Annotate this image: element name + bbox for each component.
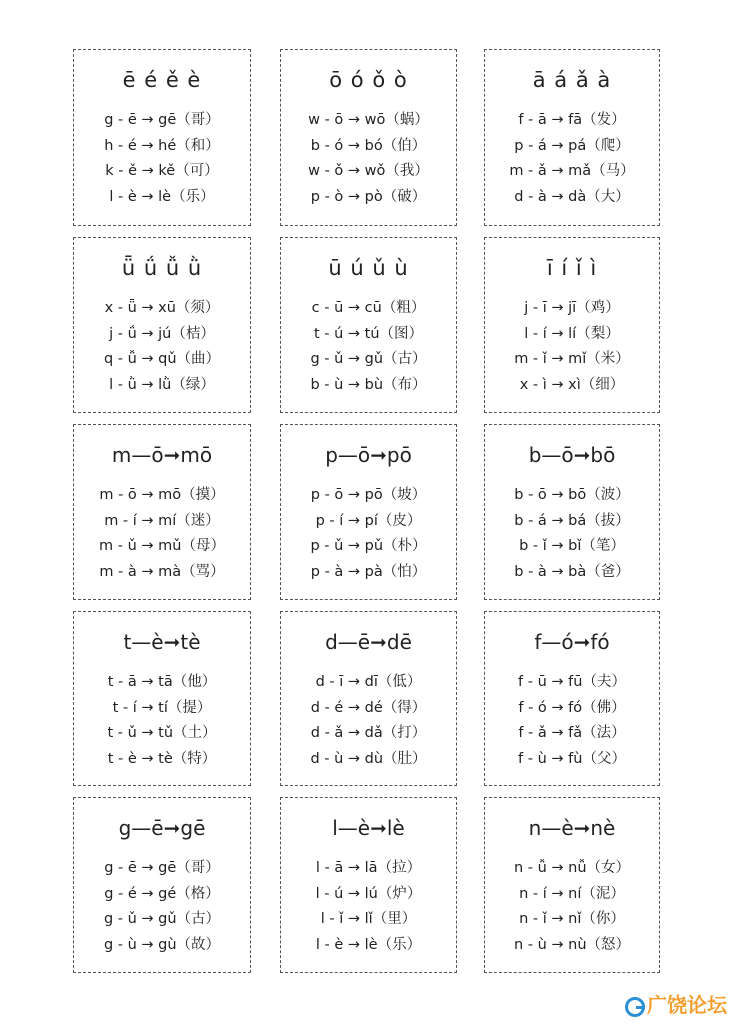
syllable-line: t - è → tè（特）	[107, 750, 217, 767]
card-lines	[485, 108, 659, 210]
syllable-line: b - ù → bù（布）	[310, 376, 427, 393]
syllable-line: f - ó → fó（佛）	[518, 699, 626, 716]
pinyin-card	[280, 611, 457, 786]
syllable-line: b - à → bà（爸）	[514, 563, 630, 580]
syllable-line: j - ǘ → jú（桔）	[109, 325, 215, 342]
card-title: m—ō➞mō	[111, 443, 213, 467]
pinyin-card	[280, 424, 457, 600]
card-title: d—ē➞dē	[325, 630, 412, 654]
card-lines	[485, 670, 659, 772]
syllable-line: t - ā → tā（他）	[107, 674, 217, 690]
syllable-line: g - ǔ → gǔ（古）	[310, 351, 427, 367]
syllable-line: g - ē → gē（哥）	[104, 860, 220, 876]
syllable-line: g - ē → gē（哥）	[104, 112, 220, 128]
card-lines	[74, 296, 250, 398]
syllable-line: t - ǔ → tǔ（土）	[107, 725, 217, 741]
card-lines	[74, 856, 250, 958]
card-title: g—ē➞gē	[118, 816, 206, 840]
card-title: n—è➞nè	[528, 816, 616, 840]
syllable-line: m - à → mà（骂）	[99, 563, 225, 580]
card-title: f—ó➞fó	[534, 630, 610, 654]
syllable-line: p - ō → pō（坡）	[310, 487, 427, 503]
site-logo-icon	[625, 997, 645, 1017]
syllable-line: m - ǎ → mǎ（马）	[509, 163, 635, 179]
card-title: ī í ǐ ì	[546, 256, 598, 280]
syllable-line: f - ā → fā（发）	[518, 112, 626, 128]
card-title: ō ó ǒ ò	[329, 68, 408, 92]
syllable-line: p - á → pá（爬）	[514, 137, 630, 154]
pinyin-card	[73, 237, 251, 413]
syllable-line: j - ī → jī（鸡）	[524, 300, 620, 316]
syllable-line: d - ǎ → dǎ（打）	[310, 725, 427, 741]
syllable-line: p - í → pí（皮）	[315, 512, 422, 529]
syllable-line: d - é → dé（得）	[310, 699, 427, 716]
syllable-line: p - ǔ → pǔ（朴）	[310, 538, 427, 554]
syllable-line: w - ō → wō（蜗）	[308, 112, 429, 128]
syllable-line: l - ǐ → lǐ（里）	[320, 911, 417, 927]
card-title: ē é ě è	[122, 68, 202, 92]
pinyin-card	[73, 797, 251, 973]
syllable-line: x - ì → xì（细）	[519, 376, 625, 393]
card-lines	[74, 670, 250, 772]
syllable-line: m - í → mí（迷）	[104, 512, 220, 529]
pinyin-card	[73, 424, 251, 600]
pinyin-card	[280, 49, 457, 226]
syllable-line: m - ǔ → mǔ（母）	[99, 538, 225, 554]
card-lines	[74, 108, 250, 210]
syllable-line: t - ú → tú（图）	[313, 325, 424, 342]
card-title: p—ō➞pō	[325, 443, 412, 467]
syllable-line: m - ō → mō（摸）	[99, 487, 225, 503]
syllable-line: f - ù → fù（父）	[518, 750, 626, 767]
syllable-line: m - ǐ → mǐ（米）	[514, 351, 630, 367]
syllable-line: n - í → ní（泥）	[519, 885, 625, 902]
pinyin-card	[484, 237, 660, 413]
syllable-line: l - è → lè（乐）	[315, 936, 422, 953]
syllable-line: k - ě → kě（可）	[105, 163, 219, 179]
pinyin-card	[484, 797, 660, 973]
card-title: ā á ǎ à	[532, 68, 612, 92]
card-lines	[281, 483, 456, 585]
pinyin-card	[484, 424, 660, 600]
syllable-line: b - ó → bó（伯）	[310, 137, 427, 154]
syllable-line: n - ù → nù（怒）	[513, 936, 631, 953]
syllable-line: d - à → dà（大）	[514, 188, 630, 205]
syllable-line: x - ǖ → xū（须）	[104, 300, 220, 316]
card-lines	[281, 108, 456, 210]
syllable-line: l - í → lí（梨）	[524, 325, 620, 342]
pinyin-card	[484, 611, 660, 786]
syllable-line: g - ǔ → gǔ（古）	[103, 911, 221, 927]
card-title: t—è➞tè	[123, 630, 201, 654]
pinyin-card	[280, 237, 457, 413]
syllable-line: d - ù → dù（肚）	[310, 750, 427, 767]
syllable-line: d - ī → dī（低）	[315, 674, 422, 690]
card-lines	[485, 856, 659, 958]
card-lines	[281, 856, 456, 958]
syllable-line: c - ū → cū（粗）	[311, 300, 426, 316]
syllable-line: l - è → lè（乐）	[109, 188, 215, 205]
syllable-line: n - ǚ → nǚ（女）	[513, 860, 631, 876]
pinyin-card	[280, 797, 457, 973]
syllable-line: h - é → hé（和）	[104, 137, 220, 154]
card-title: ǖ ǘ ǚ ǜ	[121, 256, 203, 280]
syllable-line: b - ǐ → bǐ（笔）	[519, 538, 625, 554]
card-lines	[281, 670, 456, 772]
card-lines	[281, 296, 456, 398]
card-title: l—è➞lè	[332, 816, 405, 840]
syllable-line: l - ú → lú（炉）	[315, 885, 422, 902]
syllable-line: p - ò → pò（破）	[310, 188, 427, 205]
pinyin-card	[484, 49, 660, 226]
card-title: ū ú ǔ ù	[328, 256, 409, 280]
card-lines	[485, 483, 659, 585]
pinyin-card	[73, 49, 251, 226]
card-title: b—ō➞bō	[528, 443, 616, 467]
watermark-text: 广饶论坛	[647, 993, 727, 1017]
syllable-line: b - ō → bō（波）	[514, 487, 630, 503]
syllable-line: g - é → gé（格）	[104, 885, 220, 902]
syllable-line: q - ǚ → qǔ（曲）	[103, 351, 221, 367]
syllable-line: b - á → bá（拔）	[514, 512, 630, 529]
pinyin-card	[73, 611, 251, 786]
syllable-line: l - ā → lā（拉）	[315, 860, 422, 876]
syllable-line: f - ū → fū（夫）	[518, 674, 626, 690]
syllable-line: g - ù → gù（故）	[103, 936, 221, 953]
syllable-line: n - ǐ → nǐ（你）	[519, 911, 625, 927]
card-lines	[485, 296, 659, 398]
syllable-line: t - í → tí（提）	[112, 699, 212, 716]
syllable-line: f - ǎ → fǎ（法）	[518, 725, 626, 741]
syllable-line: w - ǒ → wǒ（我）	[308, 163, 429, 179]
syllable-line: p - à → pà（怕）	[310, 563, 427, 580]
syllable-line: l - ǜ → lǜ（绿）	[109, 376, 215, 393]
card-lines	[74, 483, 250, 585]
site-watermark	[625, 989, 727, 1018]
